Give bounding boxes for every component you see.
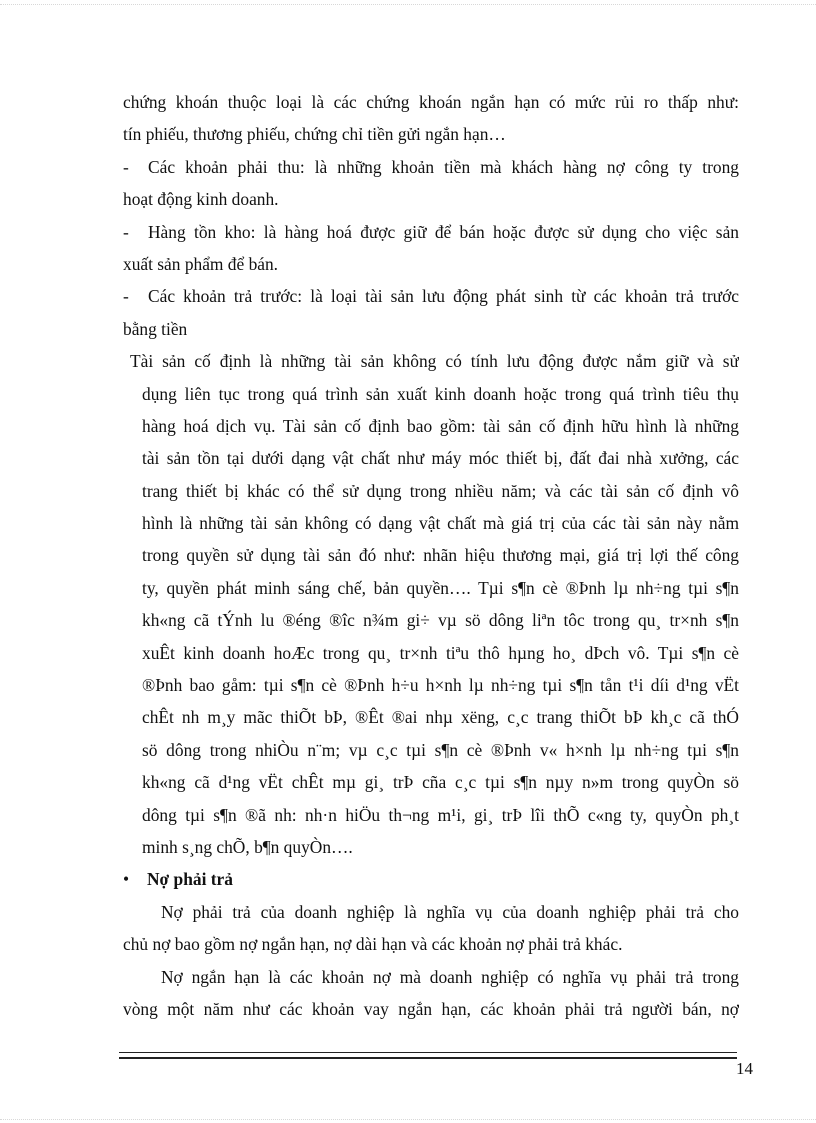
section-heading-text: Nợ phải trả [147, 869, 233, 890]
text-line: dông tµi s¶n ®ã nh: nh·n hiÖu th¬ng m¹i, gi¸ trÞ lîi thÕ c«ng ty, quyÒn ph¸t [142, 804, 739, 825]
text-line: tín phiếu, thương phiếu, chứng chỉ tiền gửi ngắn hạn… [123, 124, 506, 145]
text-line: hoạt động kinh doanh. [123, 189, 279, 210]
text-line: hình là những tài sản không có dạng vật chất mà giá trị của các tài sản này nằm [142, 513, 739, 534]
text-line: kh«ng cã d¹ng vËt chÊt mµ gi¸ trÞ cña c¸c tµi s¶n nµy n»m trong quyÒn sö [142, 772, 739, 793]
page-bottom-border [0, 1119, 816, 1120]
bullet-marker: • [123, 869, 130, 890]
page-top-border [0, 4, 816, 5]
page-number: 14 [736, 1059, 753, 1078]
dash-marker: - [123, 156, 129, 177]
list-item [123, 216, 739, 248]
text-line: chủ nợ bao gồm nợ ngắn hạn, nợ dài hạn và các khoản nợ phải trả khác. [123, 934, 623, 955]
text-line: chÊt nh m¸y mãc thiÕt bÞ, ®Êt ®ai nhµ xëng, c¸c trang thiÕt bÞ kh¸c cã thÓ [142, 707, 739, 728]
text-line: kh«ng cã tÝnh lu ®éng ®îc n¾m gi÷ vµ sö dông liªn tôc trong qu¸ tr×nh s¶n [142, 610, 739, 631]
text-line: bằng tiền [123, 318, 188, 339]
text-line: chứng khoán thuộc loại là các chứng khoán ngắn hạn có mức rủi ro thấp như: [123, 92, 739, 112]
list-item-text: Các khoản phải thu: là những khoản tiền mà khách hàng nợ công ty trong [148, 156, 739, 177]
section-heading [123, 863, 739, 895]
text-line: dụng liên tục trong quá trình sản xuất kinh doanh hoặc trong quá trình tiêu thụ [142, 383, 739, 404]
list-item [123, 280, 739, 312]
list-item-text: Hàng tồn kho: là hàng hoá được giữ để bán hoặc được sử dụng cho việc sản [148, 221, 739, 242]
text-line: sö dông trong nhiÒu n¨m; vµ c¸c tµi s¶n cè ®Þnh v« h×nh lµ nh÷ng tµi s¶n [142, 739, 739, 760]
paragraph-first-line: Tài sản cố định là những tài sản không có tính lưu động được nắm giữ và sử [130, 351, 739, 372]
dash-marker: - [123, 221, 129, 242]
text-line: tài sản tồn tại dưới dạng vật chất như máy móc thiết bị, đất đai nhà xưởng, các [142, 448, 739, 469]
dash-marker: - [123, 286, 129, 307]
paragraph-first-line: Nợ phải trả của doanh nghiệp là nghĩa vụ của doanh nghiệp phải trả cho [161, 901, 739, 922]
list-item [123, 151, 739, 183]
text-line: ®Þnh bao gåm: tµi s¶n cè ®Þnh h÷u h×nh lµ nh÷ng tµi s¶n tån t¹i díi d¹ng vËt [142, 675, 739, 696]
text-line: trang thiết bị khác có thể sử dụng trong nhiều năm; và các tài sản cố định vô [142, 480, 739, 501]
document-body [123, 86, 739, 1025]
list-item-text: Các khoản trả trước: là loại tài sản lưu động phát sinh từ các khoản trả trước [148, 286, 739, 307]
text-line: hàng hoá dịch vụ. Tài sản cố định bao gồm: tài sản cố định hữu hình là những [142, 415, 739, 436]
text-line: trong quyền sử dụng tài sản đó như: nhãn hiệu thương mại, giá trị lợi thế công [142, 545, 739, 566]
text-line: xuÊt kinh doanh hoÆc trong qu¸ tr×nh tiªu thô hµng ho¸ dÞch vô. Tµi s¶n cè [142, 642, 739, 663]
text-line: ty, quyền phát minh sáng chế, bản quyền…. Tµi s¶n cè ®Þnh lµ nh÷ng tµi s¶n [142, 577, 739, 598]
text-line: vòng một năm như các khoản vay ngắn hạn, các khoản phải trả người bán, nợ [123, 998, 739, 1019]
text-line: minh s¸ng chÕ, b¶n quyÒn…. [142, 836, 353, 857]
footer-rule [119, 1052, 737, 1059]
paragraph-first-line: Nợ ngắn hạn là các khoản nợ mà doanh nghiệp có nghĩa vụ phải trả trong [161, 966, 739, 987]
text-line: xuất sản phẩm để bán. [123, 253, 279, 274]
